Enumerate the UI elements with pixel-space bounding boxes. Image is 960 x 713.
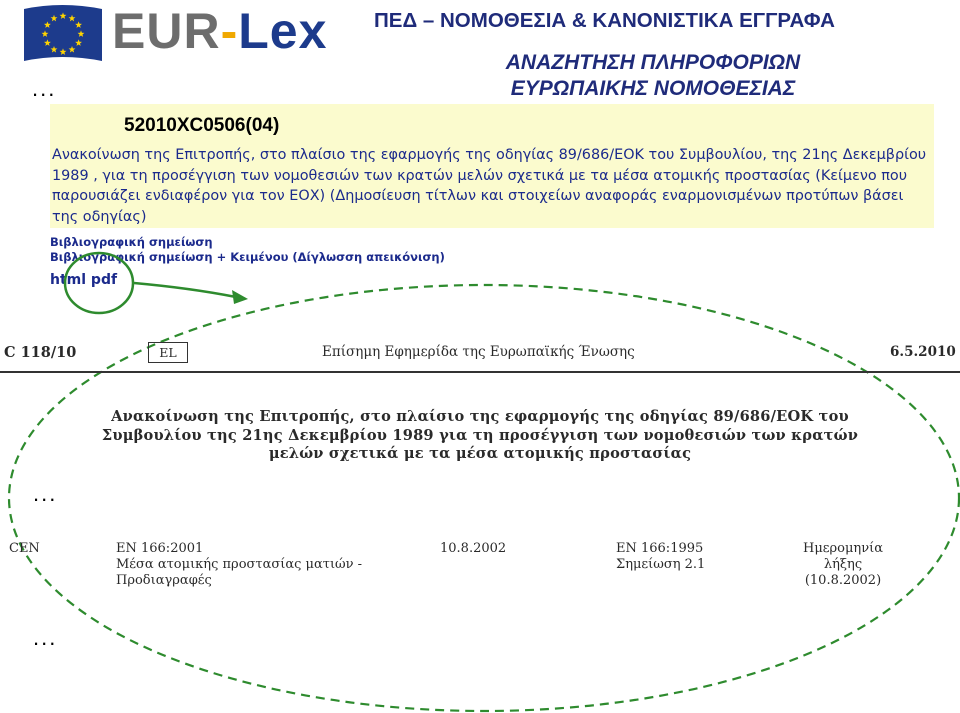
superseded-note: Σημείωση 2.1 (616, 557, 706, 572)
celex-number: 52010XC0506(04) (124, 115, 280, 136)
ellipsis-bottom: ... (33, 625, 58, 650)
oj-date: 6.5.2010 (890, 344, 956, 360)
superseded-code: EN 166:1995 (616, 541, 704, 556)
standard-reference (116, 541, 384, 589)
oj-journal-name: Επίσημη Εφημερίδα της Ευρωπαϊκής Ένωσης (322, 344, 635, 360)
html-format-link[interactable]: html (50, 272, 87, 288)
bibliographic-notice-link[interactable]: Βιβλιογραφική σημείωση (50, 235, 213, 249)
subtitle-line-2: ΕΥΡΩΠΑΙΚΗΣ ΝΟΜΟΘΕΣΙΑΣ (510, 77, 796, 100)
subtitle-line-1: ΑΝΑΖΗΤΗΣΗ ΠΛΗΡΟΦΟΡΙΩΝ (505, 51, 801, 74)
logo-eur: EUR (112, 3, 221, 59)
arrow-head-icon (232, 290, 248, 304)
pdf-highlight-circle (65, 253, 133, 313)
standard-code: EN 166:2001 (116, 541, 204, 556)
ellipsis-middle: ... (33, 481, 58, 506)
cessation-value: (10.8.2002) (804, 573, 882, 588)
oj-issue-number: C 118/10 (4, 344, 77, 361)
superseded-standard (616, 541, 705, 573)
logo-lex: Lex (238, 3, 328, 59)
oj-header-rule (0, 371, 960, 373)
oj-language-box: EL (148, 342, 188, 363)
cessation-date (788, 541, 898, 589)
standard-title: Μέσα ατομικής προστασίας ματιών - Προδιαγραφές (116, 557, 363, 588)
arrow-line (134, 283, 236, 297)
standard-organisation: CEN (9, 541, 40, 556)
logo-dash: - (220, 3, 239, 59)
pdf-format-link[interactable]: pdf (90, 272, 118, 288)
ellipsis-top: ... (32, 76, 57, 101)
page-title: ΠΕΔ – ΝΟΜΟΘΕΣΙΑ & ΚΑΝΟΝΙΣΤΙΚΑ ΕΓΓΡΑΦΑ (374, 9, 835, 32)
document-abstract: Ανακοίνωση της Επιτροπής, στο πλαίσιο της εφαρμογής της οδηγίας 89/686/ΕΟΚ του Συμβουλίου, της 21ης Δεκεμβρίου 1989 , για τη προσέγγιση των νομοθεσιών των κρατών μελών σχετικά με τα μέσα ατομικής προστασίας (Κείμενο που παρουσιάζει ενδιαφέρον για τον ΕΟΧ) (Δημοσίευση τίτλων και στοιχείων αναφοράς εναρμονισμένων προτύπων βάσει της οδηγίας) (52, 147, 927, 225)
cessation-label: Ημερομηνία λήξης (802, 541, 883, 572)
publication-date: 10.8.2002 (440, 541, 507, 556)
bibliographic-notice-text-link[interactable]: Βιβλιογραφική σημείωση + Κειμένου (Δίγλωσση απεικόνιση) (50, 250, 445, 264)
oj-document-title: Ανακοίνωση της Επιτροπής, στο πλαίσιο της εφαρμογής της οδηγίας 89/686/ΕΟΚ του Συμβουλίου της 21ης Δεκεμβρίου 1989 για τη προσέγγιση των νομοθεσιών των κρατών μελών σχετικά με τα μέσα ατομικής προστασίας (101, 408, 859, 462)
